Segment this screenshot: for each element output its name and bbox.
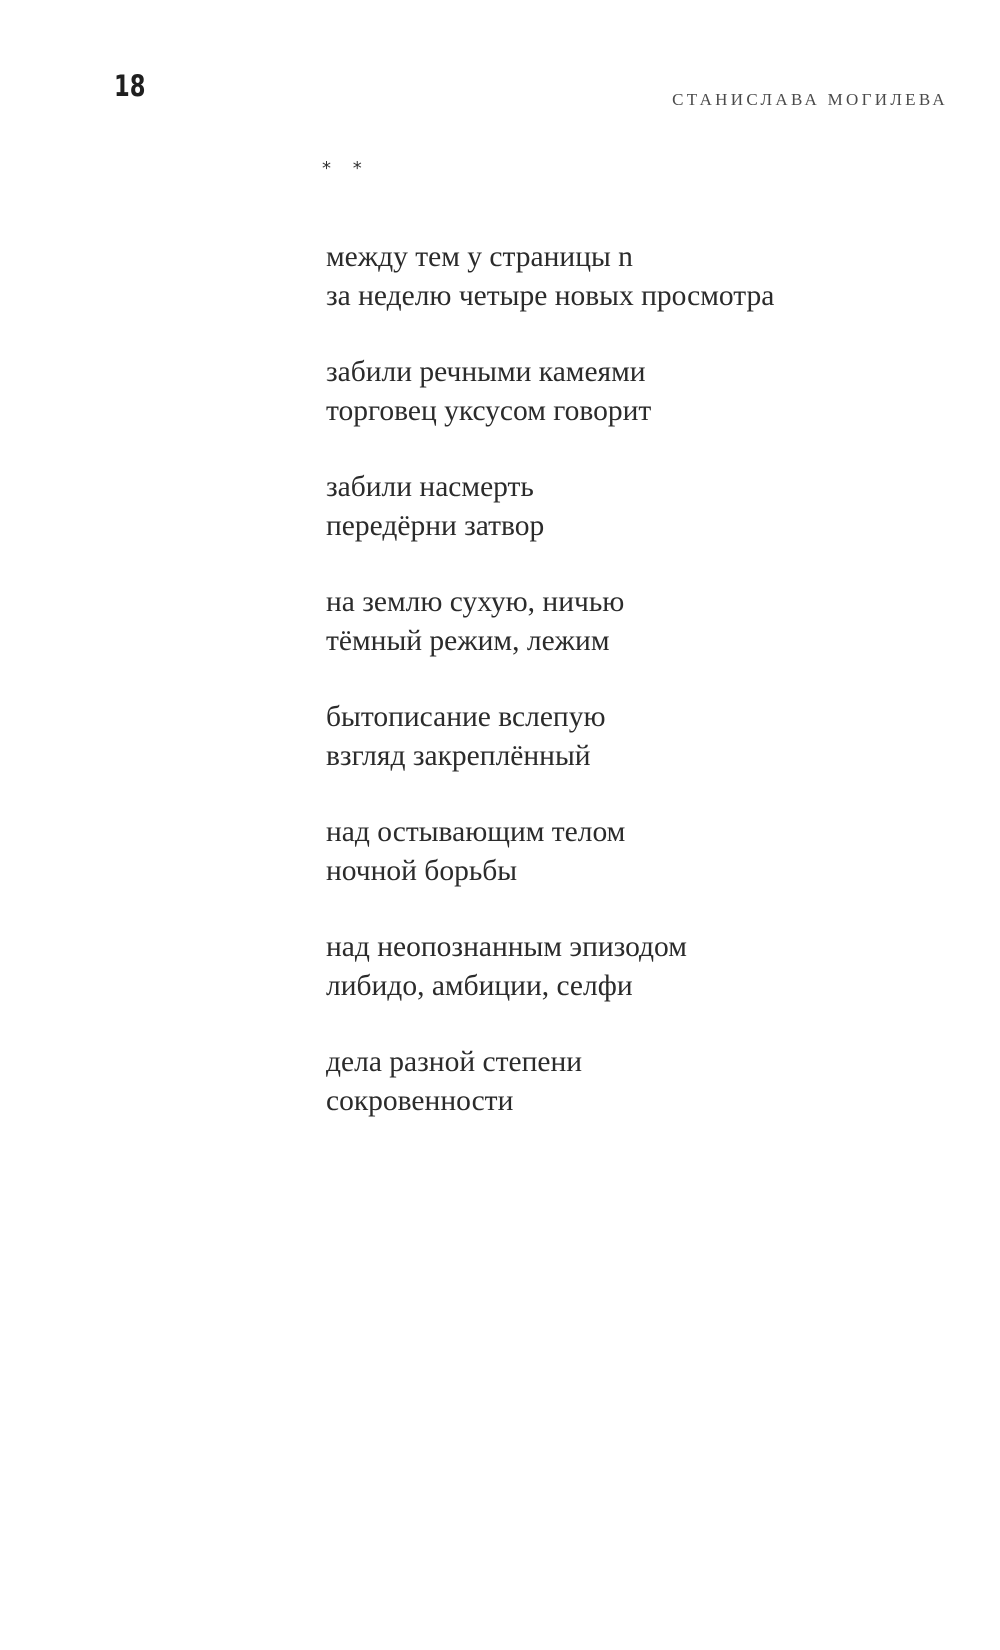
poem-line: взгляд закреплённый bbox=[326, 739, 591, 772]
page-number: 18 bbox=[114, 69, 146, 103]
stanza bbox=[326, 583, 966, 660]
ornament-asterisks: * * bbox=[322, 158, 370, 179]
poem-line: торговец уксусом говорит bbox=[326, 394, 652, 427]
poem-line: тёмный режим, лежим bbox=[326, 624, 610, 657]
poem-line: передёрни затвор bbox=[326, 509, 545, 542]
poem-line: забили насмерть bbox=[326, 471, 534, 503]
poem-line: либидо, амбиции, селфи bbox=[326, 969, 633, 1002]
poem-line: на землю сухую, ничью bbox=[326, 586, 625, 618]
stanza bbox=[326, 468, 966, 545]
running-head: СТАНИСЛАВА МОГИЛЕВА bbox=[672, 90, 948, 109]
poem-line: бытописание вслепую bbox=[326, 701, 606, 733]
stanza bbox=[326, 928, 966, 1005]
poem-line: между тем у страницы n bbox=[326, 241, 633, 273]
poem-line: сокровенности bbox=[326, 1084, 514, 1117]
stanza bbox=[326, 238, 966, 315]
poem bbox=[326, 238, 966, 1158]
stanza bbox=[326, 353, 966, 430]
poem-line: забили речными камеями bbox=[326, 356, 646, 388]
stanza bbox=[326, 698, 966, 775]
poem-line: над остывающим телом bbox=[326, 816, 626, 848]
poem-line: над неопознанным эпизодом bbox=[326, 931, 687, 963]
stanza bbox=[326, 813, 966, 890]
stanza bbox=[326, 1043, 966, 1120]
poem-line: за неделю четыре новых просмотра bbox=[326, 279, 775, 312]
poem-line: дела разной степени bbox=[326, 1046, 583, 1078]
poem-line: ночной борьбы bbox=[326, 854, 518, 887]
